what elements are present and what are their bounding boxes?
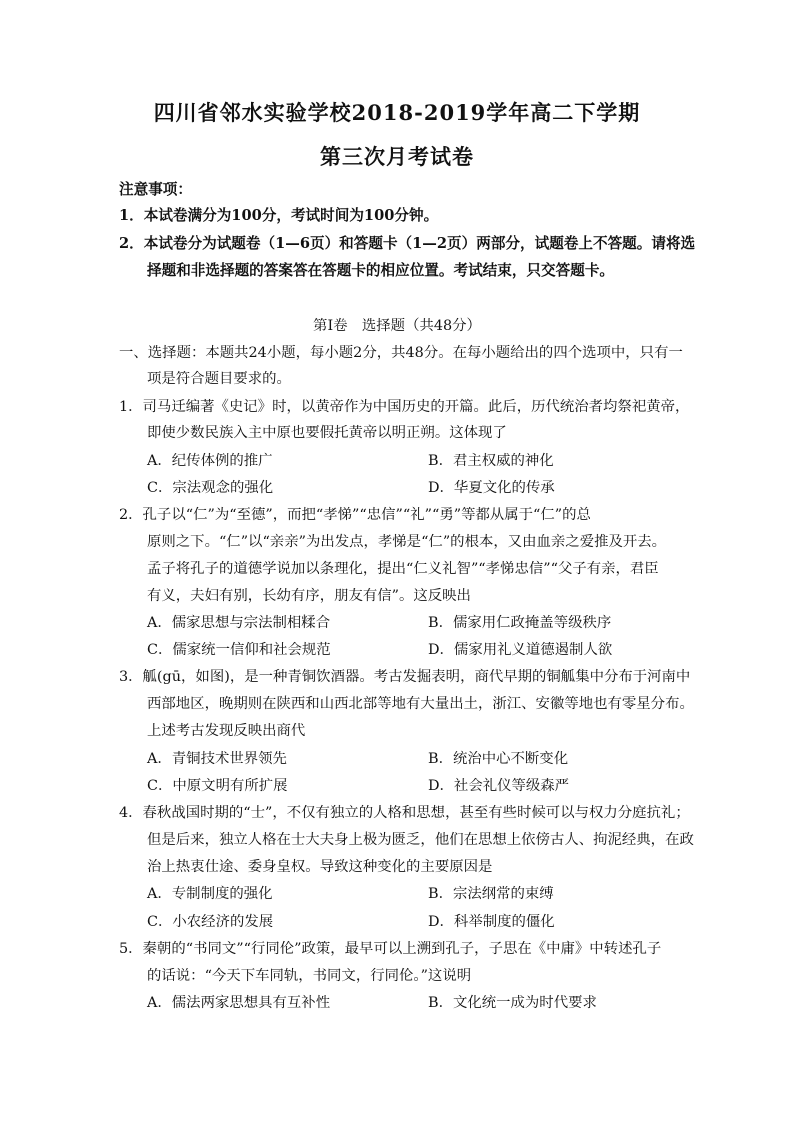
question-2-option-b: B．儒家用仁政掩盖等级秩序: [428, 615, 612, 631]
question-3-option-b: B．统治中心不断变化: [428, 751, 569, 767]
section-intro-line1: 一、选择题：本题共24小题，每小题2分，共48分。在每小题给出的四个选项中，只有一: [119, 345, 683, 361]
notes-heading: 注意事项：: [119, 181, 192, 198]
question-3-stem-line1: 3．觚(gū，如图)，是一种青铜饮酒器。考古发掘表明，商代早期的铜觚集中分布于河南中: [119, 669, 691, 685]
notes-item-2-line2: 择题和非选择题的答案答在答题卡的相应位置。考试结束，只交答题卡。: [147, 262, 615, 279]
question-2-stem-line4: 有义，夫妇有别，长幼有序，朋友有信”。这反映出: [147, 588, 471, 604]
exam-title-line2: 第三次月考试卷: [320, 144, 474, 169]
section-intro-line2: 项是符合题目要求的。: [147, 371, 291, 387]
question-3-stem-line2: 西部地区，晚期则在陕西和山西北部等地有大量出土，浙江、安徽等地也有零星分布。: [147, 696, 694, 712]
question-3-option-a: A．青铜技术世界领先: [147, 751, 287, 767]
question-5-option-b: B．文化统一成为时代要求: [428, 995, 597, 1011]
notes-item-2-line1: 2．本试卷分为试题卷（1—6页）和答题卡（1—2页）两部分，试题卷上不答题。请将选: [119, 235, 696, 252]
question-1-option-a: A．纪传体例的推广: [147, 453, 273, 469]
exam-title-line1: 四川省邻水实验学校2018-2019学年高二下学期: [153, 100, 641, 125]
question-4-option-b: B．宗法纲常的束缚: [428, 886, 554, 902]
question-1-option-d: D．华夏文化的传承: [428, 480, 555, 496]
question-4-option-d: D．科举制度的僵化: [428, 914, 555, 930]
question-4-option-c: C．小农经济的发展: [147, 914, 274, 930]
question-2-option-c: C．儒家统一信仰和社会规范: [147, 642, 331, 658]
question-4-option-a: A．专制制度的强化: [147, 886, 273, 902]
question-3-stem-line3: 上述考古发现反映出商代: [147, 723, 306, 739]
question-2-stem-line2: 原则之下。“仁”以“亲亲”为出发点，孝悌是“仁”的根本，又由血亲之爱推及开去。: [147, 534, 667, 550]
notes-item-1: 1．本试卷满分为100分，考试时间为100分钟。: [119, 207, 439, 224]
question-4-stem-line1: 4．春秋战国时期的“士”，不仅有独立的人格和思想，甚至有些时候可以与权力分庭抗礼；: [119, 805, 690, 821]
question-2-stem-line1: 2．孔子以“仁”为“至德”，而把“孝悌”“忠信”“礼”“勇”等都从属于“仁”的总: [119, 507, 591, 523]
question-3-option-d: D．社会礼仪等级森严: [428, 778, 570, 794]
question-5-stem-line1: 5．秦朝的“书同文”“行同伦”政策，最早可以上溯到孔子，子思在《中庸》中转述孔子: [119, 941, 662, 957]
question-4-stem-line2: 但是后来，独立人格在士大夫身上极为匮乏，他们在思想上依傍古人、拘泥经典，在政: [147, 832, 694, 848]
question-2-option-d: D．儒家用礼义道德遏制人欲: [428, 642, 613, 658]
question-3-option-c: C．中原文明有所扩展: [147, 778, 288, 794]
question-2-option-a: A．儒家思想与宗法制相糅合: [147, 615, 331, 631]
question-1-option-c: C．宗法观念的强化: [147, 480, 274, 496]
question-1-option-b: B．君主权威的神化: [428, 453, 554, 469]
question-5-option-a: A．儒法两家思想具有互补性: [147, 995, 331, 1011]
question-4-stem-line3: 治上热衷仕途、委身皇权。导致这种变化的主要原因是: [147, 859, 493, 875]
question-2-stem-line3: 孟子将孔子的道德学说加以条理化，提出“仁义礼智”“孝悌忠信”“父子有亲，君臣: [147, 561, 659, 577]
section-heading: 第Ⅰ卷 选择题（共48分）: [313, 318, 481, 334]
question-1-stem-line2: 即使少数民族入主中原也要假托黄帝以明正朔。这体现了: [147, 425, 507, 441]
question-5-stem-line2: 的话说：“今天下车同轨，书同文，行同伦。”这说明: [147, 968, 472, 984]
question-1-stem-line1: 1．司马迁编著《史记》时，以黄帝作为中国历史的开篇。此后，历代统治者均祭祀黄帝，: [119, 399, 690, 415]
